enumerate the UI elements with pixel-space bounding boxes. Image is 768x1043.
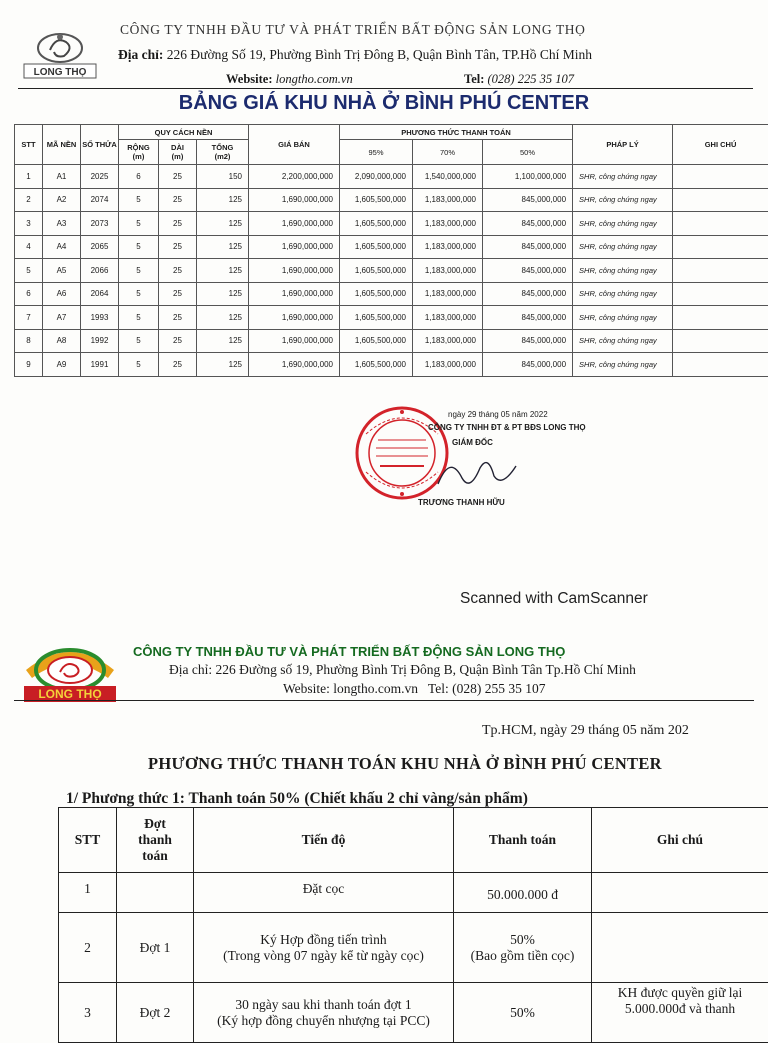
- pay-cell-thanh-toan-main: 50%: [457, 932, 588, 948]
- cell-ma-nen: A1: [43, 165, 81, 189]
- header-tong-label: TỔNG: [212, 143, 234, 152]
- header-ma-nen: MÃ NỀN: [43, 125, 81, 165]
- tel-label: Tel:: [464, 72, 484, 86]
- company-logo-2: [16, 640, 124, 706]
- website-value: longtho.com.vn: [276, 72, 353, 86]
- cell-tong: 125: [197, 353, 249, 377]
- cell-ghi-chu: [673, 259, 768, 283]
- header-stt: STT: [15, 125, 43, 165]
- cell-tong: 125: [197, 329, 249, 353]
- cell-ghi-chu: [673, 282, 768, 306]
- table-row: [59, 913, 768, 983]
- cell-rong: 5: [119, 259, 159, 283]
- pay-cell-ghi-chu: [592, 873, 768, 913]
- website-label: Website:: [226, 72, 273, 86]
- cell-dai: 25: [159, 165, 197, 189]
- header-dai-label: DÀI: [171, 143, 184, 152]
- tel-value-2: (028) 255 35 107: [452, 681, 545, 696]
- cell-ma-nen: A6: [43, 282, 81, 306]
- header-p50: 50%: [483, 140, 573, 165]
- cell-p95: 1,605,500,000: [340, 259, 413, 283]
- pay-cell-tien-do: [194, 913, 454, 983]
- cell-rong: 6: [119, 165, 159, 189]
- pay-cell-ghi-chu: [592, 983, 768, 1043]
- table-row: [15, 282, 768, 306]
- cell-tong: 125: [197, 259, 249, 283]
- company-tel: [464, 72, 574, 87]
- cell-tong: 125: [197, 306, 249, 330]
- header-so-thua: SỐ THỬA: [81, 125, 119, 165]
- cell-so-thua: 1992: [81, 329, 119, 353]
- table-row: [15, 259, 768, 283]
- logo-text-2: LONG THỌ: [38, 687, 101, 701]
- cell-gia-ban: 1,690,000,000: [249, 329, 340, 353]
- cell-ghi-chu: [673, 188, 768, 212]
- cell-tong: 125: [197, 188, 249, 212]
- cell-p70: 1,540,000,000: [413, 165, 483, 189]
- cell-p70: 1,183,000,000: [413, 329, 483, 353]
- signature-role: GIÁM ĐỐC: [452, 438, 493, 447]
- cell-stt: 7: [15, 306, 43, 330]
- cell-phap-ly: SHR, công chứng ngay: [573, 212, 673, 236]
- cell-rong: 5: [119, 306, 159, 330]
- cell-so-thua: 2025: [81, 165, 119, 189]
- table-row: [15, 235, 768, 259]
- pay-cell-ghi-chu-line1: KH được quyền giữ lại: [595, 985, 765, 1001]
- cell-gia-ban: 1,690,000,000: [249, 306, 340, 330]
- pay-cell-thanh-toan: [454, 913, 592, 983]
- table-row: [15, 165, 768, 189]
- pay-cell-stt: 3: [59, 983, 117, 1043]
- cell-gia-ban: 1,690,000,000: [249, 188, 340, 212]
- header-ghi-chu: GHI CHÚ: [673, 125, 768, 165]
- header-gia-ban: GIÁ BÁN: [249, 125, 340, 165]
- cell-gia-ban: 1,690,000,000: [249, 282, 340, 306]
- website-label-2: Website:: [283, 681, 330, 696]
- pay-cell-ghi-chu-line2: 5.000.000đ và thanh: [595, 1001, 765, 1017]
- logo-text: LONG THỌ: [34, 67, 87, 78]
- table-row: [15, 306, 768, 330]
- pay-cell-tien-do-main: 30 ngày sau khi thanh toán đợt 1: [197, 997, 450, 1013]
- header-tong: [197, 140, 249, 165]
- pay-cell-tien-do: [194, 873, 454, 913]
- table-row: [59, 983, 768, 1043]
- company-name-2: CÔNG TY TNHH ĐẦU TƯ VÀ PHÁT TRIỂN BẤT ĐỘNG SẢN LONG THỌ: [133, 644, 565, 659]
- header-rong-unit: (m): [133, 152, 145, 161]
- document-date: Tp.HCM, ngày 29 tháng 05 năm 202: [482, 723, 689, 739]
- pay-cell-thanh-toan-main: 50%: [457, 1005, 588, 1021]
- company-website: [226, 72, 353, 87]
- address-label: Địa chỉ:: [118, 47, 163, 62]
- cell-ma-nen: A8: [43, 329, 81, 353]
- cell-stt: 6: [15, 282, 43, 306]
- cell-rong: 5: [119, 353, 159, 377]
- pay-cell-dot: Đợt 2: [117, 983, 194, 1043]
- payment-table: [58, 807, 768, 1043]
- pay-cell-tien-do-main: Ký Hợp đồng tiến trình: [197, 932, 450, 948]
- cell-ghi-chu: [673, 329, 768, 353]
- cell-ghi-chu: [673, 235, 768, 259]
- signature-name: TRƯƠNG THANH HỮU: [418, 498, 505, 507]
- cell-p50: 845,000,000: [483, 329, 573, 353]
- table-row: [15, 329, 768, 353]
- cell-ma-nen: A7: [43, 306, 81, 330]
- cell-tong: 125: [197, 235, 249, 259]
- table-row: [15, 212, 768, 236]
- pay-cell-tien-do-note: (Trong vòng 07 ngày kể từ ngày cọc): [197, 948, 450, 964]
- cell-p70: 1,183,000,000: [413, 188, 483, 212]
- pay-cell-dot: [117, 873, 194, 913]
- header-p70: 70%: [413, 140, 483, 165]
- cell-p95: 1,605,500,000: [340, 188, 413, 212]
- header-rule-2: [14, 700, 754, 701]
- address-value: 226 Đường Số 19, Phường Bình Trị Đông B, Quận Bình Tân, TP.Hồ Chí Minh: [167, 47, 592, 62]
- company-address-2: [169, 662, 636, 678]
- cell-p95: 1,605,500,000: [340, 353, 413, 377]
- cell-gia-ban: 1,690,000,000: [249, 353, 340, 377]
- cell-phap-ly: SHR, công chứng ngay: [573, 282, 673, 306]
- pay-cell-thanh-toan-note: (Bao gồm tiền cọc): [457, 948, 588, 964]
- pay-cell-tien-do: [194, 983, 454, 1043]
- cell-so-thua: 2066: [81, 259, 119, 283]
- cell-phap-ly: SHR, công chứng ngay: [573, 235, 673, 259]
- cell-ghi-chu: [673, 212, 768, 236]
- pay-header-dot: Đợt thanh toán: [117, 808, 194, 873]
- cell-p95: 1,605,500,000: [340, 235, 413, 259]
- cell-stt: 5: [15, 259, 43, 283]
- price-list-title: BẢNG GIÁ KHU NHÀ Ở BÌNH PHÚ CENTER: [0, 92, 768, 115]
- cell-p70: 1,183,000,000: [413, 306, 483, 330]
- table-row: [59, 873, 768, 913]
- table-row: [15, 353, 768, 377]
- cell-gia-ban: 1,690,000,000: [249, 212, 340, 236]
- company-address: [118, 47, 768, 63]
- cell-p70: 1,183,000,000: [413, 282, 483, 306]
- cell-ma-nen: A5: [43, 259, 81, 283]
- cell-phap-ly: SHR, công chứng ngay: [573, 188, 673, 212]
- cell-ghi-chu: [673, 306, 768, 330]
- cell-ghi-chu: [673, 353, 768, 377]
- cell-ma-nen: A9: [43, 353, 81, 377]
- cell-stt: 4: [15, 235, 43, 259]
- cell-phap-ly: SHR, công chứng ngay: [573, 306, 673, 330]
- cell-ma-nen: A2: [43, 188, 81, 212]
- cell-p95: 1,605,500,000: [340, 306, 413, 330]
- cell-rong: 5: [119, 212, 159, 236]
- signature-date: ngày 29 tháng 05 năm 2022: [448, 410, 548, 419]
- cell-p95: 1,605,500,000: [340, 212, 413, 236]
- cell-p70: 1,183,000,000: [413, 212, 483, 236]
- cell-p70: 1,183,000,000: [413, 353, 483, 377]
- cell-dai: 25: [159, 259, 197, 283]
- header-rule: [18, 88, 753, 89]
- pay-cell-ghi-chu: [592, 913, 768, 983]
- payment-method-title: PHƯƠNG THỨC THANH TOÁN KHU NHÀ Ở BÌNH PHÚ CENTER: [148, 754, 662, 774]
- address-value-2: 226 Đường số 19, Phường Bình Trị Đông B, Quận Bình Tân Tp.Hồ Chí Minh: [216, 662, 636, 677]
- header-dai: [159, 140, 197, 165]
- cell-p50: 845,000,000: [483, 259, 573, 283]
- pay-cell-dot: Đợt 1: [117, 913, 194, 983]
- cell-p50: 1,100,000,000: [483, 165, 573, 189]
- cell-p50: 845,000,000: [483, 212, 573, 236]
- header-tong-unit: (m2): [215, 152, 231, 161]
- cell-stt: 2: [15, 188, 43, 212]
- header-phuong-thuc: PHƯƠNG THỨC THANH TOÁN: [340, 125, 573, 140]
- cell-dai: 25: [159, 282, 197, 306]
- cell-so-thua: 2073: [81, 212, 119, 236]
- cell-ghi-chu: [673, 165, 768, 189]
- cell-p95: 2,090,000,000: [340, 165, 413, 189]
- cell-stt: 1: [15, 165, 43, 189]
- company-contact-2: [283, 681, 545, 697]
- cell-so-thua: 2074: [81, 188, 119, 212]
- cell-phap-ly: SHR, công chứng ngay: [573, 259, 673, 283]
- cell-p70: 1,183,000,000: [413, 259, 483, 283]
- cell-p95: 1,605,500,000: [340, 282, 413, 306]
- cell-phap-ly: SHR, công chứng ngay: [573, 165, 673, 189]
- header-dai-unit: (m): [172, 152, 184, 161]
- cell-rong: 5: [119, 188, 159, 212]
- cell-gia-ban: 1,690,000,000: [249, 259, 340, 283]
- company-name: CÔNG TY TNHH ĐẦU TƯ VÀ PHÁT TRIỂN BẤT ĐỘNG SẢN LONG THỌ: [120, 22, 760, 38]
- cell-stt: 9: [15, 353, 43, 377]
- cell-so-thua: 1991: [81, 353, 119, 377]
- cell-so-thua: 2064: [81, 282, 119, 306]
- pay-cell-thanh-toan-main: 50.000.000 đ: [457, 887, 588, 903]
- cell-p50: 845,000,000: [483, 306, 573, 330]
- cell-stt: 3: [15, 212, 43, 236]
- company-logo: [20, 28, 100, 80]
- cell-phap-ly: SHR, công chứng ngay: [573, 329, 673, 353]
- cell-dai: 25: [159, 188, 197, 212]
- cell-dai: 25: [159, 306, 197, 330]
- cell-so-thua: 1993: [81, 306, 119, 330]
- cell-dai: 25: [159, 235, 197, 259]
- pay-cell-stt: 2: [59, 913, 117, 983]
- cell-dai: 25: [159, 212, 197, 236]
- cell-p50: 845,000,000: [483, 353, 573, 377]
- website-value-2: longtho.com.vn: [333, 681, 418, 696]
- cell-p50: 845,000,000: [483, 235, 573, 259]
- cell-ma-nen: A3: [43, 212, 81, 236]
- cell-p70: 1,183,000,000: [413, 235, 483, 259]
- cell-gia-ban: 1,690,000,000: [249, 235, 340, 259]
- header-phap-ly: PHÁP LÝ: [573, 125, 673, 165]
- pay-cell-tien-do-main: Đặt cọc: [197, 881, 450, 897]
- header-quy-cach: QUY CÁCH NỀN: [119, 125, 249, 140]
- tel-value: (028) 225 35 107: [488, 72, 574, 86]
- pay-header-thanh-toan: Thanh toán: [454, 808, 592, 873]
- table-row: [15, 188, 768, 212]
- cell-p50: 845,000,000: [483, 188, 573, 212]
- cell-p50: 845,000,000: [483, 282, 573, 306]
- pay-cell-thanh-toan: [454, 983, 592, 1043]
- cell-rong: 5: [119, 235, 159, 259]
- method-1-heading: 1/ Phương thức 1: Thanh toán 50% (Chiết khấu 2 chỉ vàng/sản phẩm): [66, 790, 528, 808]
- pay-cell-stt: 1: [59, 873, 117, 913]
- pay-header-stt: STT: [59, 808, 117, 873]
- price-table: [14, 124, 768, 377]
- pay-header-ghi-chu: Ghi chú: [592, 808, 768, 873]
- cell-tong: 150: [197, 165, 249, 189]
- pay-cell-thanh-toan: [454, 873, 592, 913]
- pay-cell-tien-do-note: (Ký hợp đồng chuyển nhượng tại PCC): [197, 1013, 450, 1029]
- cell-tong: 125: [197, 212, 249, 236]
- pay-header-tien-do: Tiến độ: [194, 808, 454, 873]
- cell-dai: 25: [159, 353, 197, 377]
- cell-rong: 5: [119, 282, 159, 306]
- scanner-watermark: Scanned with CamScanner: [460, 590, 648, 608]
- cell-rong: 5: [119, 329, 159, 353]
- cell-dai: 25: [159, 329, 197, 353]
- cell-p95: 1,605,500,000: [340, 329, 413, 353]
- cell-phap-ly: SHR, công chứng ngay: [573, 353, 673, 377]
- cell-tong: 125: [197, 282, 249, 306]
- cell-so-thua: 2065: [81, 235, 119, 259]
- handwritten-signature: [432, 448, 522, 496]
- signature-company: CÔNG TY TNHH ĐT & PT BĐS LONG THỌ: [428, 423, 586, 432]
- cell-gia-ban: 2,200,000,000: [249, 165, 340, 189]
- header-rong-label: RỘNG: [127, 143, 150, 152]
- header-p95: 95%: [340, 140, 413, 165]
- tel-label-2: Tel:: [428, 681, 449, 696]
- cell-stt: 8: [15, 329, 43, 353]
- address-label-2: Địa chỉ:: [169, 662, 212, 677]
- cell-ma-nen: A4: [43, 235, 81, 259]
- header-rong: [119, 140, 159, 165]
